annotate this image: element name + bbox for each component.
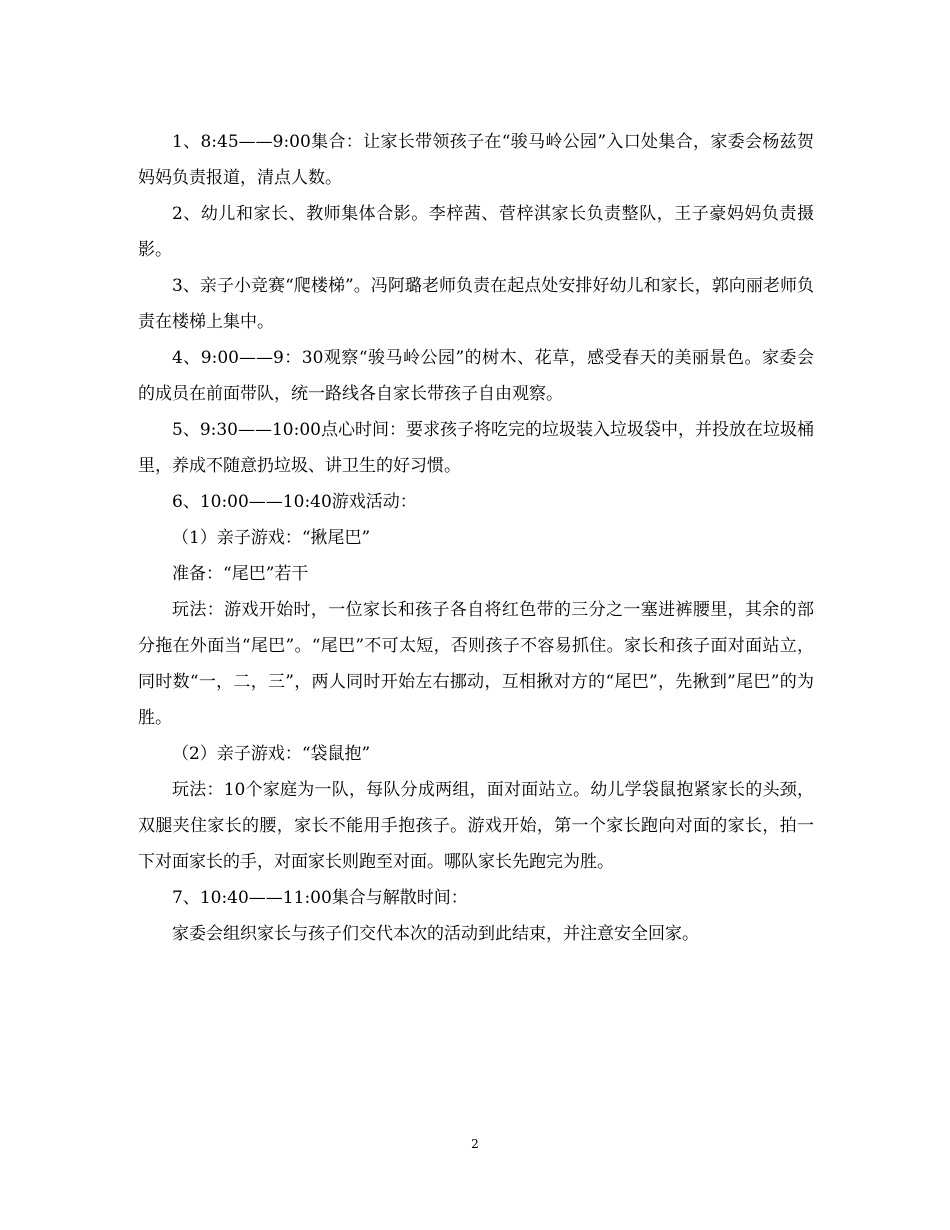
paragraph-game-2-rules: 玩法：10个家庭为一队，每队分成两组，面对面站立。幼儿学袋鼠抱紧家长的头颈， 双腿夹住家长的腰，家长不能用手抱孩子。游戏开始，第一个家长跑向对面的家长，拍一下对面家长的手，对面家长则跑至对面。哪队家长先跑完为胜。 [138,780,814,872]
paragraph-dismissal: 7、10:40——11:00集合与解散时间： [172,888,468,908]
paragraph-stair-race: 3、亲子小竞赛“爬楼梯”。冯阿璐老师负责在起点处安排好幼儿和家长，郭向丽老师负责在楼梯上集中。 [138,276,814,332]
paragraph-game-2-title: （2）亲子游戏：“袋鼠抱” [172,744,371,764]
page-number: 2 [471,1137,479,1151]
paragraph-closing: 家委会组织家长与孩子们交代本次的活动到此结束，并注意安全回家。 [172,924,699,944]
document-body [138,124,814,952]
paragraph-game-1-preparation: 准备：“尾巴”若干 [172,564,309,584]
paragraph-assembly: 1、8:45——9:00集合：让家长带领孩子在“骏马岭公园”入口处集合，家委会杨兹贺妈妈负责报道，清点人数。 [138,132,814,188]
paragraph-game-1-rules: 玩法：游戏开始时，一位家长和孩子各自将红色带的三分之一塞进裤腰里，其余的部分拖在外面当“尾巴”。“尾巴”不可太短，否则孩子不容易抓住。家长和孩子面对面站立，同时数“一，二，三”，两人同时开始左右挪动，互相揪对方的“尾巴”，先揪到”尾巴”的为胜。 [138,600,814,728]
paragraph-park-observation: 4、9:00——9：30观察“骏马岭公园”的树木、花草，感受春天的美丽景色。家委会的成员在前面带队，统一路线各自家长带孩子自由观察。 [138,348,814,404]
paragraph-game-1-title: （1）亲子游戏：“揪尾巴” [172,528,371,548]
paragraph-group-photo: 2、幼儿和家长、教师集体合影。李梓茜、菅梓淇家长负责整队，王子豪妈妈负责摄影。 [138,204,814,260]
paragraph-snack-time: 5、9:30——10:00点心时间：要求孩子将吃完的垃圾装入垃圾袋中，并投放在垃圾桶里，养成不随意扔垃圾、讲卫生的好习惯。 [138,420,814,476]
paragraph-game-activities: 6、10:00——10:40游戏活动： [172,492,417,512]
